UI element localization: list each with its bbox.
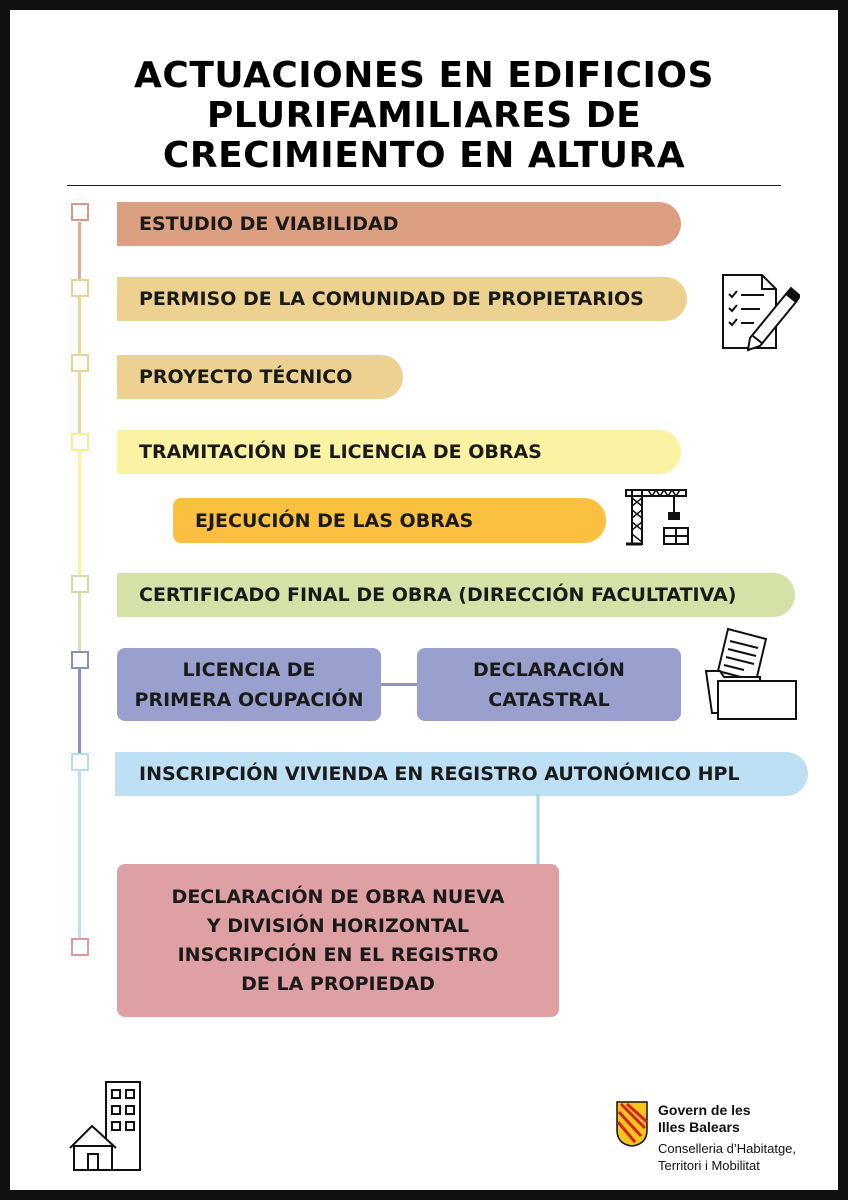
timeline-node-6 (71, 651, 89, 669)
step-permiso-comunidad (117, 277, 687, 321)
box-line: DE LA PROPIEDAD (241, 972, 435, 995)
step-label: ESTUDIO DE VIABILIDAD (139, 213, 399, 235)
timeline-node-3 (71, 354, 89, 372)
title-line-2: PLURIFAMILIARES DE (206, 95, 642, 136)
step-ejecucion-obras (173, 498, 606, 543)
box-line: DECLARACIÓN DE OBRA NUEVA (171, 885, 505, 908)
footer-dept-line-1: Conselleria d’Habitatge, (658, 1141, 797, 1156)
box-line: PRIMERA OCUPACIÓN (134, 688, 364, 711)
timeline-segment-6 (78, 760, 81, 945)
coat-of-arms-icon (615, 1100, 649, 1148)
step-label: EJECUCIÓN DE LAS OBRAS (195, 509, 474, 532)
step-label: TRAMITACIÓN DE LICENCIA DE OBRAS (139, 441, 542, 463)
title-divider (67, 185, 781, 186)
page-title (10, 56, 838, 176)
step-declaracion-obra-nueva (117, 864, 559, 1017)
box-line: Y DIVISIÓN HORIZONTAL (206, 914, 470, 937)
box-line: LICENCIA DE (182, 658, 316, 681)
step-label: PERMISO DE LA COMUNIDAD DE PROPIETARIOS (139, 288, 644, 310)
title-line-3: CRECIMIENTO EN ALTURA (162, 135, 686, 176)
step-label: PROYECTO TÉCNICO (139, 366, 353, 388)
box-line: CATASTRAL (488, 688, 610, 711)
timeline-node-7 (71, 753, 89, 771)
folder-documents-icon (704, 625, 800, 721)
connector-line (381, 683, 418, 686)
timeline-node-1 (71, 203, 89, 221)
footer-org-line-1: Govern de les (658, 1102, 751, 1118)
box-line: DECLARACIÓN (473, 658, 625, 681)
step-proyecto-tecnico (117, 355, 403, 399)
timeline-node-8 (71, 938, 89, 956)
crane-icon (624, 486, 694, 548)
footer-department (658, 1140, 796, 1174)
footer-org-line-2: Illes Balears (658, 1119, 740, 1135)
footer-org-name (658, 1102, 751, 1136)
step-label: INSCRIPCIÓN VIVIENDA EN REGISTRO AUTONÓMICO HPL (139, 763, 740, 785)
timeline-segment-5 (78, 660, 81, 760)
step-declaracion-catastral (417, 648, 681, 721)
step-tramitacion-licencia (117, 430, 681, 474)
timeline-node-5 (71, 575, 89, 593)
step-estudio-viabilidad (117, 202, 681, 246)
buildings-icon (66, 1078, 146, 1174)
step-inscripcion-registro-hpl (115, 752, 808, 796)
footer-dept-line-2: Territori i Mobilitat (658, 1158, 760, 1173)
step-label: CERTIFICADO FINAL DE OBRA (DIRECCIÓN FACULTATIVA) (139, 584, 737, 606)
step-licencia-primera-ocupacion (117, 648, 381, 721)
timeline-node-2 (71, 279, 89, 297)
timeline-node-4 (71, 433, 89, 451)
checklist-pencil-icon (720, 272, 800, 352)
title-line-1: ACTUACIONES EN EDIFICIOS (134, 55, 714, 96)
step-certificado-final (117, 573, 795, 617)
poster (10, 10, 838, 1190)
timeline-segment-3 (78, 440, 81, 580)
box-line: INSCRIPCIÓN EN EL REGISTRO (177, 943, 499, 966)
